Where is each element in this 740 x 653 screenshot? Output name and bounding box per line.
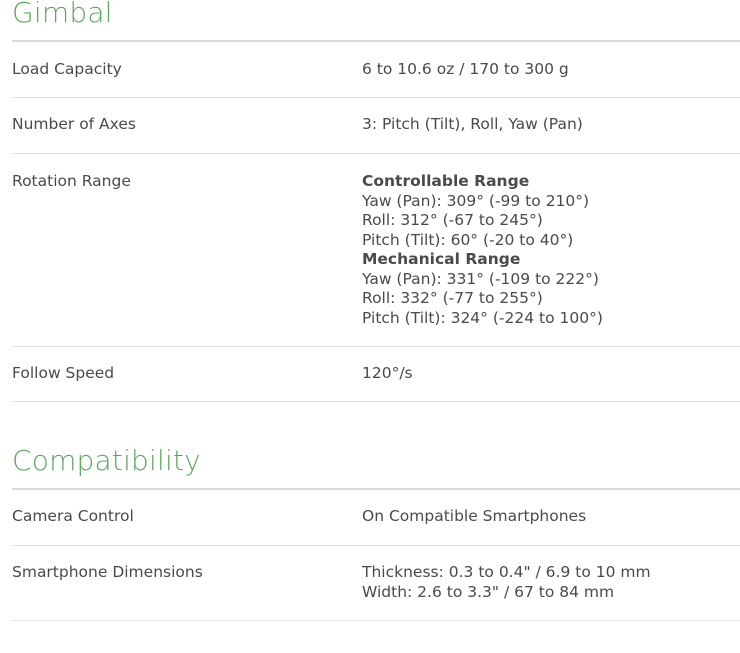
spec-label: Number of Axes bbox=[12, 115, 136, 133]
spec-row-smartphone-dimensions bbox=[12, 546, 740, 621]
spec-value-line: Roll: 332° (-77 to 255°) bbox=[362, 289, 543, 307]
spec-value-line: Yaw (Pan): 331° (-109 to 222°) bbox=[362, 269, 599, 288]
section-title-compatibility: Compatibility bbox=[12, 444, 201, 477]
subheading-controllable-range: Controllable Range bbox=[362, 172, 530, 190]
spec-row-load-capacity bbox=[12, 42, 740, 98]
spec-value: 6 to 10.6 oz / 170 to 300 g bbox=[362, 60, 569, 78]
spec-value: On Compatible Smartphones bbox=[362, 507, 587, 525]
spec-value: 3: Pitch (Tilt), Roll, Yaw (Pan) bbox=[362, 115, 583, 133]
spec-label: Follow Speed bbox=[12, 364, 115, 382]
spec-row-rotation-range bbox=[12, 154, 740, 347]
spec-value-list bbox=[362, 172, 603, 328]
spec-row-number-of-axes bbox=[12, 98, 740, 154]
spec-value-list bbox=[362, 563, 651, 602]
subheading-mechanical-range: Mechanical Range bbox=[362, 250, 521, 268]
spec-row-follow-speed bbox=[12, 347, 740, 402]
spec-value-line: Pitch (Tilt): 324° (-224 to 100°) bbox=[362, 308, 603, 327]
spec-value-line: Pitch (Tilt): 60° (-20 to 40°) bbox=[362, 230, 574, 249]
spec-value-line: Roll: 312° (-67 to 245°) bbox=[362, 211, 543, 229]
spec-label: Smartphone Dimensions bbox=[12, 563, 203, 581]
spec-value-line: Yaw (Pan): 309° (-99 to 210°) bbox=[362, 191, 590, 210]
spec-value: 120°/s bbox=[362, 364, 413, 382]
spec-label: Load Capacity bbox=[12, 60, 122, 78]
spec-value-line: Thickness: 0.3 to 0.4" / 6.9 to 10 mm bbox=[362, 563, 651, 581]
spec-label: Camera Control bbox=[12, 507, 134, 525]
section-title-gimbal: Gimbal bbox=[12, 0, 113, 29]
spec-value-line: Width: 2.6 to 3.3" / 67 to 84 mm bbox=[362, 582, 615, 601]
spec-label: Rotation Range bbox=[12, 172, 131, 190]
spec-row-camera-control bbox=[12, 490, 740, 546]
